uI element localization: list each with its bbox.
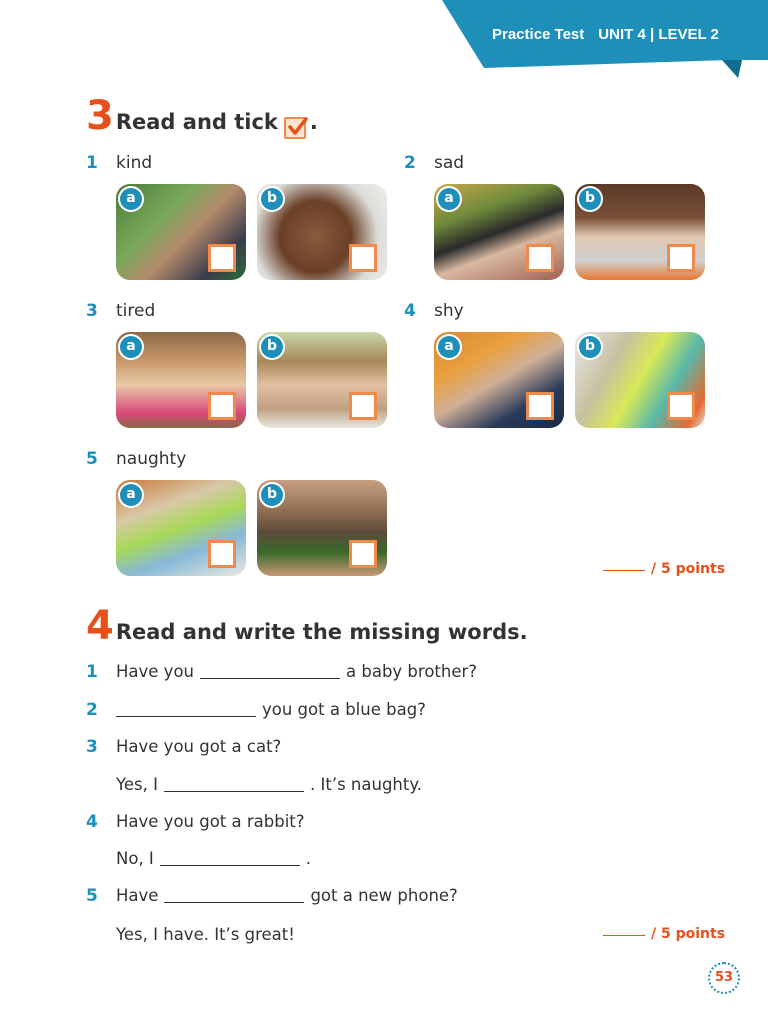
answer-4 bbox=[116, 849, 311, 868]
tick-checkbox[interactable] bbox=[349, 392, 377, 420]
score-blank[interactable] bbox=[603, 935, 645, 936]
question-4 bbox=[116, 812, 305, 831]
item-number: 4 bbox=[404, 301, 416, 321]
item-word: naughty bbox=[116, 449, 187, 469]
section-3-heading bbox=[86, 93, 318, 139]
section-title: Read and write the missing words. bbox=[115, 620, 528, 644]
points-label: / 5 points bbox=[651, 561, 726, 577]
item-number: 2 bbox=[404, 153, 416, 173]
sentence-2 bbox=[116, 700, 426, 719]
sentence-1 bbox=[116, 662, 477, 681]
sentence-text: a baby brother? bbox=[346, 662, 478, 681]
item-number: 3 bbox=[86, 737, 98, 757]
tick-checkbox[interactable] bbox=[208, 392, 236, 420]
section-title: Read and tick bbox=[115, 110, 278, 134]
photo-card-5a bbox=[116, 480, 246, 576]
item-number: 2 bbox=[86, 700, 98, 720]
sentence-text: Yes, I have. It’s great! bbox=[116, 925, 295, 944]
option-badge: b bbox=[579, 188, 601, 210]
item-number: 1 bbox=[86, 153, 98, 173]
option-badge: a bbox=[438, 188, 460, 210]
section-4-heading bbox=[86, 603, 528, 649]
section-number: 4 bbox=[86, 603, 114, 649]
sentence-text: Yes, I bbox=[116, 775, 158, 794]
sentence-5 bbox=[116, 886, 458, 905]
item-number: 5 bbox=[86, 886, 98, 906]
option-badge: b bbox=[261, 484, 283, 506]
tick-checkbox[interactable] bbox=[526, 392, 554, 420]
sentence-text: Have you got a rabbit? bbox=[116, 812, 305, 831]
sentence-text: . It’s naughty. bbox=[310, 775, 422, 794]
photo-card-3b bbox=[257, 332, 387, 428]
option-badge: b bbox=[261, 336, 283, 358]
item-number: 3 bbox=[86, 301, 98, 321]
tick-checkbox[interactable] bbox=[526, 244, 554, 272]
header-banner bbox=[442, 0, 768, 68]
answer-blank[interactable] bbox=[116, 716, 256, 717]
page-number: 53 bbox=[708, 962, 740, 994]
item-number: 1 bbox=[86, 662, 98, 682]
answer-5 bbox=[116, 925, 295, 944]
answer-blank[interactable] bbox=[164, 902, 304, 903]
tick-checkbox[interactable] bbox=[667, 244, 695, 272]
option-badge: b bbox=[261, 188, 283, 210]
answer-blank[interactable] bbox=[164, 791, 304, 792]
item-word: kind bbox=[116, 153, 153, 173]
item-number: 5 bbox=[86, 449, 98, 469]
sentence-text: No, I bbox=[116, 849, 154, 868]
photo-card-5b bbox=[257, 480, 387, 576]
sentence-text: Have you got a cat? bbox=[116, 737, 282, 756]
photo-card-4a bbox=[434, 332, 564, 428]
tick-icon bbox=[284, 117, 306, 139]
unit-level-label: UNIT 4 | LEVEL 2 bbox=[598, 26, 719, 43]
tick-checkbox[interactable] bbox=[667, 392, 695, 420]
sentence-text: you got a blue bag? bbox=[262, 700, 426, 719]
practice-test-label: Practice Test bbox=[492, 26, 585, 43]
tick-checkbox[interactable] bbox=[349, 244, 377, 272]
tick-checkbox[interactable] bbox=[208, 244, 236, 272]
item-word: sad bbox=[434, 153, 465, 173]
option-badge: b bbox=[579, 336, 601, 358]
photo-card-2b bbox=[575, 184, 705, 280]
answer-blank[interactable] bbox=[200, 678, 340, 679]
option-badge: a bbox=[120, 336, 142, 358]
section-title-end: . bbox=[309, 110, 318, 134]
points-label: / 5 points bbox=[651, 926, 726, 942]
sentence-text: Have bbox=[116, 886, 159, 905]
section-number: 3 bbox=[86, 93, 114, 139]
tick-checkbox[interactable] bbox=[208, 540, 236, 568]
photo-card-1a bbox=[116, 184, 246, 280]
photo-card-1b bbox=[257, 184, 387, 280]
section-3-points bbox=[603, 561, 725, 577]
answer-blank[interactable] bbox=[160, 865, 300, 866]
option-badge: a bbox=[120, 484, 142, 506]
photo-card-4b bbox=[575, 332, 705, 428]
sentence-text: Have you bbox=[116, 662, 194, 681]
sentence-text: got a new phone? bbox=[310, 886, 458, 905]
section-4-points bbox=[603, 926, 725, 942]
question-3 bbox=[116, 737, 281, 756]
item-word: shy bbox=[434, 301, 464, 321]
tick-checkbox[interactable] bbox=[349, 540, 377, 568]
photo-card-3a bbox=[116, 332, 246, 428]
score-blank[interactable] bbox=[603, 570, 645, 571]
item-word: tired bbox=[116, 301, 156, 321]
item-number: 4 bbox=[86, 812, 98, 832]
answer-3 bbox=[116, 775, 422, 794]
option-badge: a bbox=[438, 336, 460, 358]
option-badge: a bbox=[120, 188, 142, 210]
photo-card-2a bbox=[434, 184, 564, 280]
sentence-text: . bbox=[305, 849, 312, 868]
